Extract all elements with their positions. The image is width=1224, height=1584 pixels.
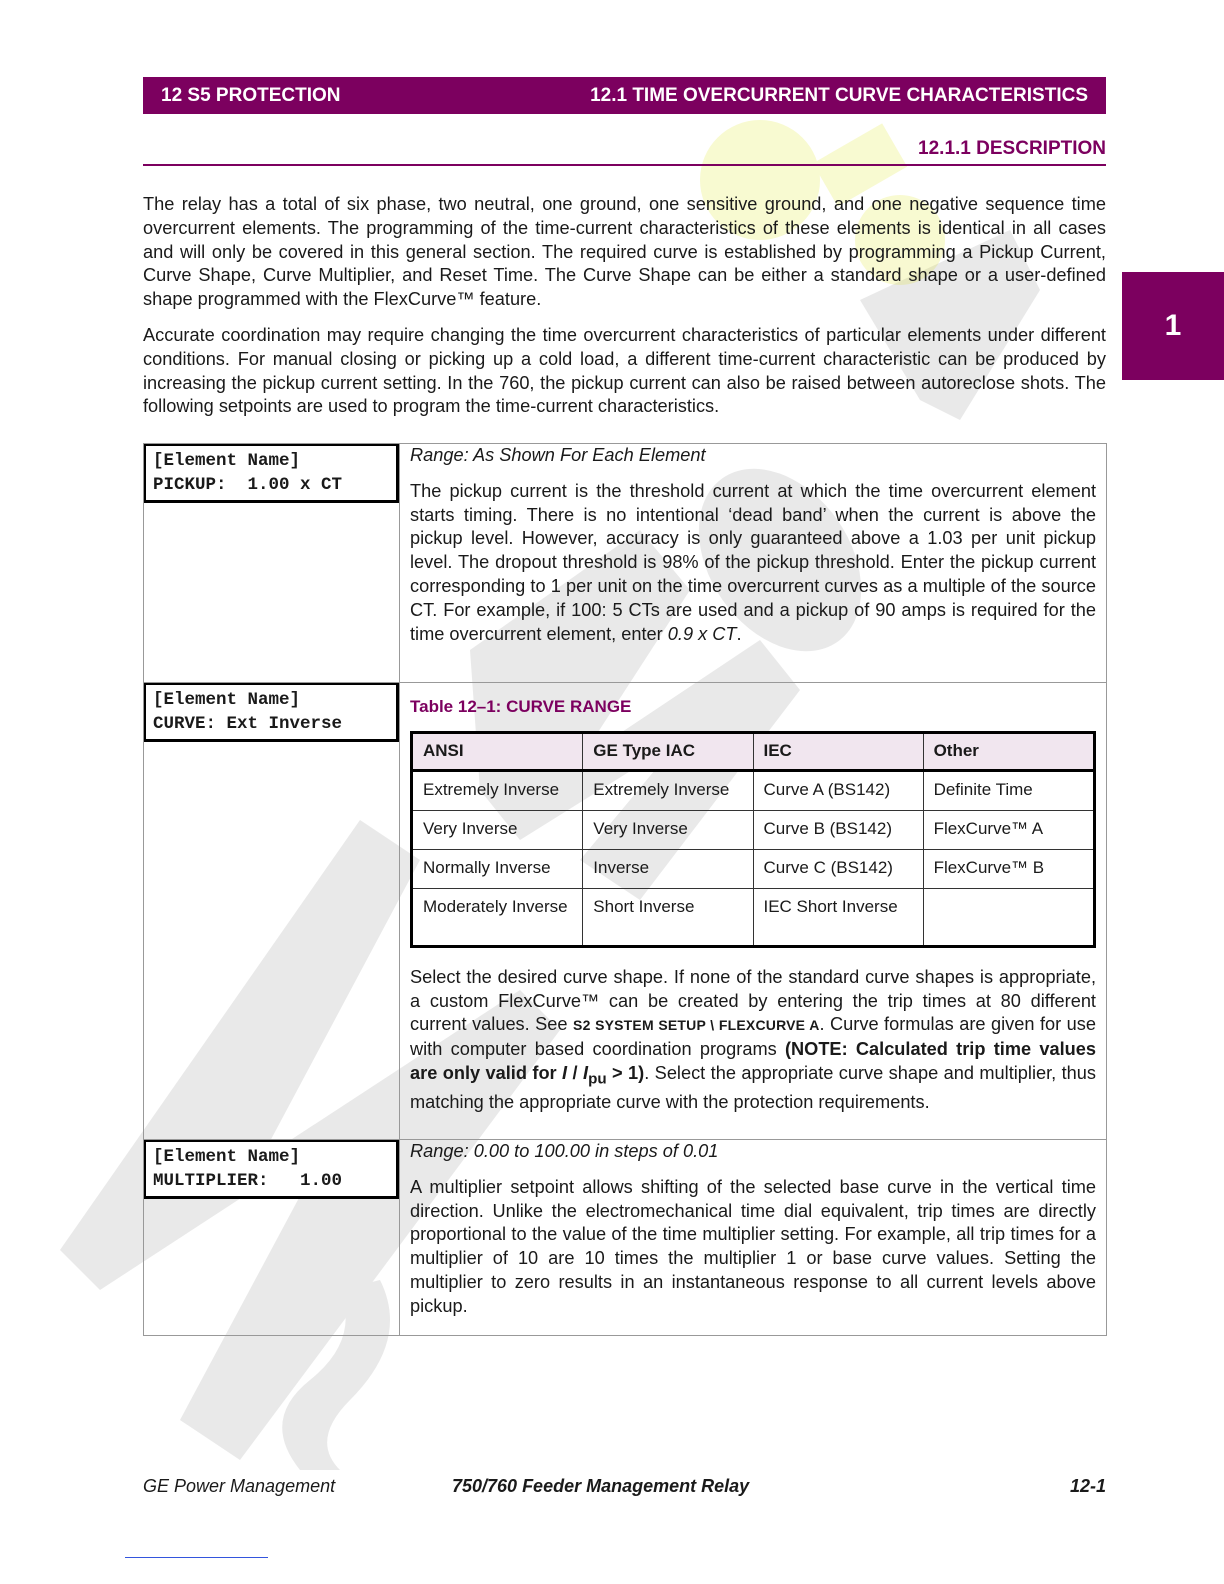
desc-text: Select the desired curve shape. If none of the standard curve shapes is appropriate, a custom FlexCurve™ can be created by entering the trip times at 80 different current values. See (410, 966, 1096, 1035)
desc-emphasis: 0.9 x CT (667, 623, 737, 644)
setpoint-row-multiplier (144, 1140, 1107, 1336)
range-text: Range: 0.00 to 100.00 in steps of 0.01 (410, 1141, 719, 1161)
lcd-line: [Element Name] (153, 1147, 301, 1167)
column-header: GE Type IAC (583, 732, 753, 770)
table-cell: Curve A (BS142) (753, 770, 923, 810)
footer-company: GE Power Management (143, 1476, 336, 1496)
table-cell: Normally Inverse (412, 849, 583, 888)
table-cell (923, 888, 1094, 946)
lcd-line: MULTIPLIER: 1.00 (153, 1171, 343, 1191)
table-cell: IEC Short Inverse (753, 888, 923, 946)
lcd-display-multiplier (143, 1139, 399, 1199)
column-header: Other (923, 732, 1094, 770)
lcd-display-curve (143, 682, 399, 742)
range-text: Range: As Shown For Each Element (410, 445, 706, 465)
subsection-title: 12.1.1 DESCRIPTION (918, 138, 1106, 159)
desc-text: . Select the appropriate curve shape and multiplier, thus matching the appropriate curve with the protection requirements. (410, 1062, 1096, 1113)
table-cell: FlexCurve™ A (923, 810, 1094, 849)
intro-paragraph: The relay has a total of six phase, two neutral, one ground, one sensitive ground, and one negative sequence time overcurrent elements. The programming of the time-current characteristics of these elements is identical in all cases and will only be covered in this general section. The required curve is established by programming a Pickup Current, Curve Shape, Curve Multiplier, and Reset Time. The Curve Shape can be either a standard shape or a user-defined shape programmed with the FlexCurve™ feature. (143, 194, 1106, 310)
setpoint-lcd-cell (144, 444, 400, 683)
table-cell: Curve C (BS142) (753, 849, 923, 888)
column-header: IEC (753, 732, 923, 770)
setpoint-row-pickup (144, 444, 1107, 683)
table-caption: Table 12–1: CURVE RANGE (410, 697, 632, 716)
setpoint-desc-cell (400, 444, 1107, 683)
table-row (412, 810, 1095, 849)
footer-page-number: 12-1 (1069, 1476, 1106, 1496)
table-header-row (412, 732, 1095, 770)
section-header-bar (143, 77, 1106, 114)
table-cell: Moderately Inverse (412, 888, 583, 946)
table-cell: Short Inverse (583, 888, 753, 946)
note-subscript: pu (588, 1070, 607, 1088)
note-slash: / (567, 1062, 583, 1083)
note-part: > 1) (606, 1062, 645, 1083)
setpoint-reference-link[interactable]: S2 SYSTEM SETUP \ FLEXCURVE A (573, 1017, 820, 1034)
table-cell: Very Inverse (412, 810, 583, 849)
lcd-line: [Element Name] (153, 690, 301, 710)
coordination-paragraph: Accurate coordination may require changing the time overcurrent characteristics of particular elements under different conditions. For manual closing or picking up a cold load, a different time-current characteristic can be produced by increasing the pickup current setting. In the 760, the pickup current can also be raised between autoreclose shots. The following setpoints are used to program the time-current characteristics. (143, 325, 1106, 417)
table-row (412, 849, 1095, 888)
setpoint-lcd-cell (144, 683, 400, 1140)
table-cell: FlexCurve™ B (923, 849, 1094, 888)
setpoints-table (143, 443, 1107, 1336)
bottom-link-underline[interactable] (125, 1557, 268, 1558)
setpoint-lcd-cell (144, 1140, 400, 1336)
setpoint-desc-cell (400, 1140, 1107, 1336)
desc-text: The pickup current is the threshold current at which the time overcurrent element starts timing. There is no intentional ‘dead band’ when the current is above the pickup level. However, accuracy is only guaranteed above a 1.03 per unit pickup level. The dropout threshold is 98% of the pickup threshold. Enter the pickup current corresponding to 1 per unit on the time overcurrent curves as a multiple of the source CT. For example, if 100: 5 CTs are used and a pickup of 90 amps is required for the time overcurrent element, enter (410, 480, 1096, 644)
table-cell: Inverse (583, 849, 753, 888)
setpoint-desc-cell (400, 683, 1107, 1140)
table-cell: Very Inverse (583, 810, 753, 849)
curve-description (410, 966, 1096, 1115)
pickup-description (410, 480, 1096, 647)
chapter-title: 12 S5 PROTECTION (161, 85, 341, 106)
section-title: 12.1 TIME OVERCURRENT CURVE CHARACTERISTICS (590, 85, 1088, 106)
table-cell: Extremely Inverse (412, 770, 583, 810)
footer-product: 750/760 Feeder Management Relay (452, 1476, 750, 1496)
setpoint-row-curve (144, 683, 1107, 1140)
desc-text: . Curve formulas are given for use with computer based coordination programs (410, 1014, 1096, 1060)
note-part: (NOTE: Calculated trip time values are only valid for (410, 1039, 1096, 1083)
table-row (412, 888, 1095, 946)
desc-end: . (736, 623, 742, 644)
table-cell: Extremely Inverse (583, 770, 753, 810)
column-header: ANSI (412, 732, 583, 770)
lcd-line: [Element Name] (153, 451, 301, 471)
lcd-line: CURVE: Ext Inverse (153, 714, 343, 734)
note-symbol: I (583, 1062, 589, 1083)
table-cell: Curve B (BS142) (753, 810, 923, 849)
table-cell: Definite Time (923, 770, 1094, 810)
table-row (412, 770, 1095, 810)
header-rule (143, 164, 1106, 166)
lcd-line: PICKUP: 1.00 x CT (153, 475, 343, 495)
multiplier-description: A multiplier setpoint allows shifting of the selected base curve in the vertical time direction. Unlike the electromechanical time dial equivalent, trip times are directly proportional to the value of the time multiplier setting. For example, all trip times for a multiplier of 10 are 10 times the multiplier 1 or base curve values. Setting the multiplier to zero results in an instantaneous response to all current levels above pickup. (410, 1176, 1096, 1316)
note-symbol: I (562, 1062, 568, 1083)
chapter-tab[interactable]: 1 (1122, 272, 1224, 380)
curve-range-table (410, 731, 1096, 948)
lcd-display-pickup (143, 443, 399, 503)
